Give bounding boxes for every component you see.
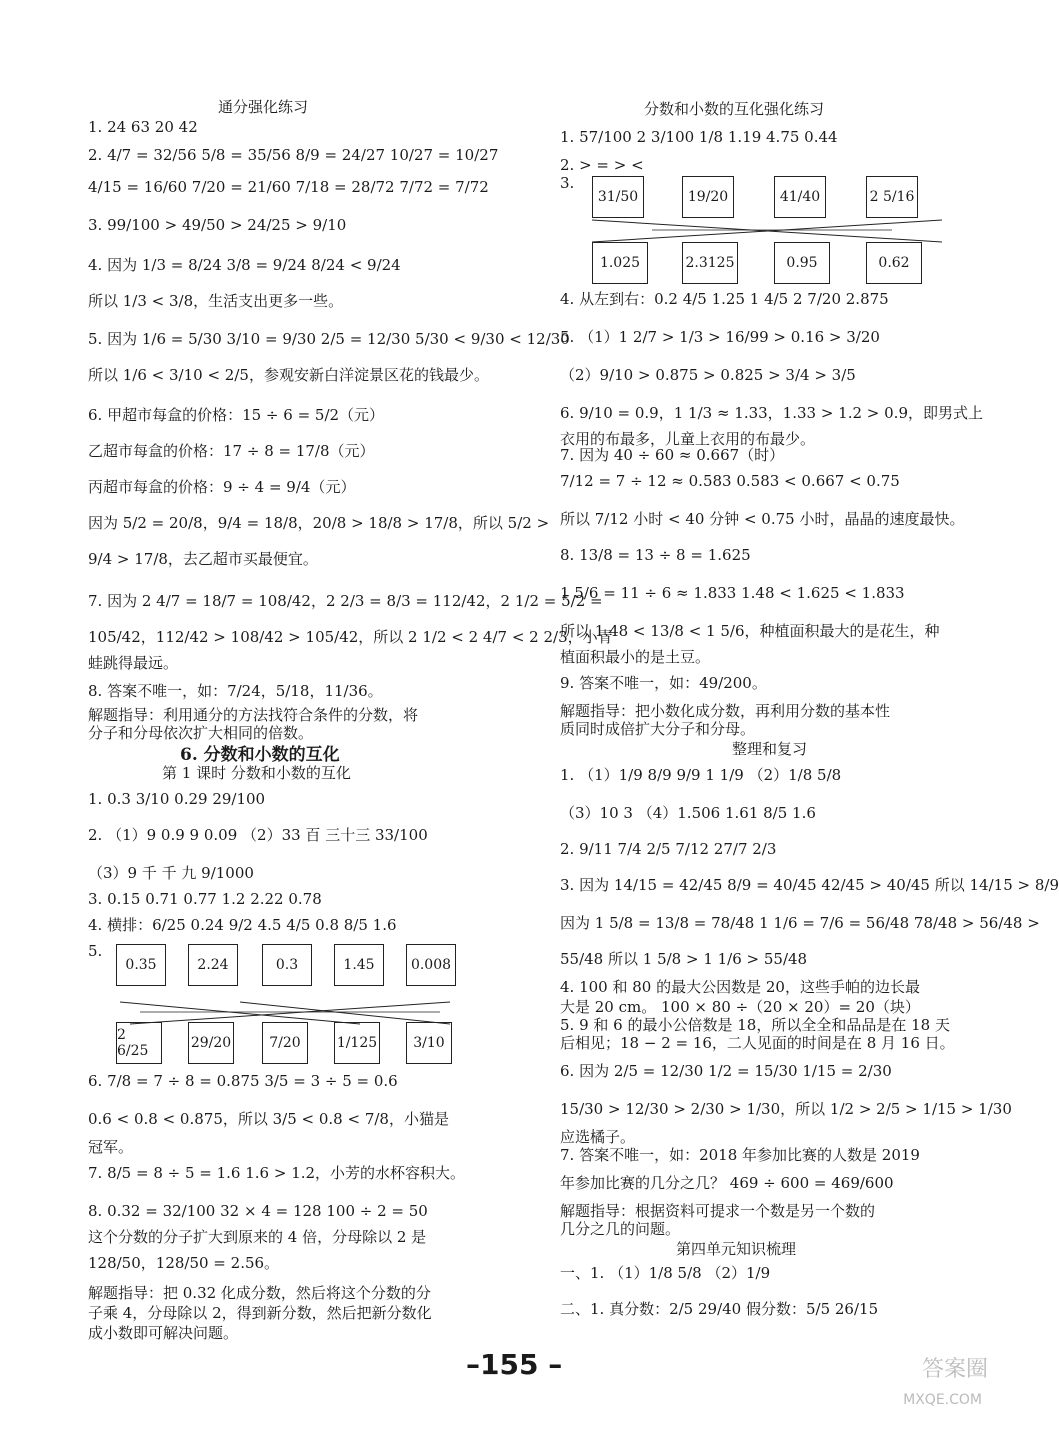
answer-line: 衣用的布最多，儿童上衣用的布最少。	[560, 430, 816, 448]
answer-line: 1 5/6 = 11 ÷ 6 ≈ 1.833 1.48 < 1.625 < 1.833	[560, 584, 905, 602]
answer-line: 质同时成倍扩大分子和分母。	[560, 720, 756, 738]
answer-line: 128/50，128/50 = 2.56。	[88, 1254, 280, 1272]
answer-line: 8. 答案不唯一，如：7/24，5/18，11/36。	[88, 682, 383, 700]
unit-title: 第四单元知识梳理	[676, 1240, 797, 1258]
answer-line: 8. 13/8 = 13 ÷ 8 = 1.625	[560, 546, 751, 564]
answer-line: 因为 5/2 = 20/8，9/4 = 18/8，20/8 > 18/8 > 17/8，所以 5/2 >	[88, 514, 550, 532]
answer-line: 5. 因为 1/6 = 5/30 3/10 = 9/30 2/5 = 12/30 5/30 < 9/30 < 12/30	[88, 330, 570, 348]
answer-box: 2.24	[188, 944, 238, 986]
answer-line: 1. 24 63 20 42	[88, 118, 198, 136]
answer-line: 几分之几的问题。	[560, 1220, 681, 1238]
answer-line: 解题指导：把 0.32 化成分数，然后将这个分数的分	[88, 1284, 431, 1302]
answer-line: 2. > = > <	[560, 156, 644, 174]
answer-box: 2 6/25	[116, 1022, 162, 1064]
answer-line: 1. 57/100 2 3/100 1/8 1.19 4.75 0.44	[560, 128, 838, 146]
answer-line: 应选橘子。	[560, 1128, 636, 1146]
answer-box: 0.62	[866, 242, 922, 284]
answer-line: 6. 9/10 = 0.9，1 1/3 ≈ 1.33，1.33 > 1.2 > 0.9，即男式上	[560, 404, 983, 422]
answer-line: 6. 因为 2/5 = 12/30 1/2 = 15/30 1/15 = 2/30	[560, 1062, 892, 1080]
answer-line: 7. 因为 40 ÷ 60 ≈ 0.667（时）	[560, 446, 785, 464]
chapter-title: 6. 分数和小数的互化	[180, 745, 340, 765]
answer-box: 1/125	[334, 1022, 380, 1064]
answer-line: 8. 0.32 = 32/100 32 × 4 = 128 100 ÷ 2 = 50	[88, 1202, 428, 1220]
answer-line: 4. 从左到右：0.2 4/5 1.25 1 4/5 2 7/20 2.875	[560, 290, 889, 308]
answer-line: 所以 1/6 < 3/10 < 2/5，参观安新白洋淀景区花的钱最少。	[88, 366, 489, 384]
answer-line: 分子和分母依次扩大相同的倍数。	[88, 724, 314, 742]
answer-line: 3. 99/100 > 49/50 > 24/25 > 9/10	[88, 216, 347, 234]
answer-line: 9/4 > 17/8，去乙超市买最便宜。	[88, 550, 318, 568]
answer-line: 0.6 < 0.8 < 0.875，所以 3/5 < 0.8 < 7/8，小猫是	[88, 1110, 449, 1128]
answer-line: 一、1. （1）1/8 5/8 （2）1/9	[560, 1264, 771, 1282]
answer-line: 4/15 = 16/60 7/20 = 21/60 7/18 = 28/72 7/72 = 7/72	[88, 178, 489, 196]
answer-line: 7. 答案不唯一，如：2018 年参加比赛的人数是 2019	[560, 1146, 920, 1164]
left-matching-lines	[120, 1000, 460, 1026]
answer-line: 4. 因为 1/3 = 8/24 3/8 = 9/24 8/24 < 9/24	[88, 256, 401, 274]
left-section-title: 通分强化练习	[218, 98, 309, 116]
answer-line: 1. 0.3 3/10 0.29 29/100	[88, 790, 266, 808]
answer-box: 1.025	[592, 242, 648, 284]
answer-line: 2. 4/7 = 32/56 5/8 = 35/56 8/9 = 24/27 10/27 = 10/27	[88, 146, 499, 164]
answer-box: 7/20	[262, 1022, 308, 1064]
answer-line: 这个分数的分子扩大到原来的 4 倍，分母除以 2 是	[88, 1228, 427, 1246]
answer-box: 29/20	[188, 1022, 234, 1064]
right-matching-lines	[592, 218, 942, 244]
answer-line: 因为 1 5/8 = 13/8 = 78/48 1 1/6 = 7/6 = 56/48 78/48 > 56/48 >	[560, 914, 1040, 932]
answer-line: 解题指导：利用通分的方法找符合条件的分数，将	[88, 706, 419, 724]
answer-line: 解题指导：根据资料可提求一个数是另一个数的	[560, 1202, 876, 1220]
page-number: –155 –	[466, 1348, 563, 1381]
answer-line: 后相见；18 − 2 = 16，二人见面的时间是在 8 月 16 日。	[560, 1034, 955, 1052]
watermark-logo: 答案圈	[921, 1357, 988, 1382]
answer-box: 0.3	[262, 944, 312, 986]
answer-line: 乙超市每盒的价格：17 ÷ 8 = 17/8（元）	[88, 442, 375, 460]
answer-line: 6. 7/8 = 7 ÷ 8 = 0.875 3/5 = 3 ÷ 5 = 0.6	[88, 1072, 398, 1090]
answer-line: 二、1. 真分数：2/5 29/40 假分数：5/5 26/15	[560, 1300, 879, 1318]
answer-line: 子乘 4，分母除以 2，得到新分数，然后把新分数化	[88, 1304, 432, 1322]
review-title: 整理和复习	[732, 740, 808, 758]
right-section-title: 分数和小数的互化强化练习	[644, 100, 825, 118]
answer-line: 所以 7/12 小时 < 40 分钟 < 0.75 小时，晶晶的速度最快。	[560, 510, 965, 528]
answer-line: 4. 100 和 80 的最大公因数是 20，这些手帕的边长最	[560, 978, 920, 996]
answer-box: 3/10	[406, 1022, 452, 1064]
answer-line: 1. （1）1/9 8/9 9/9 1 1/9 （2）1/8 5/8	[560, 766, 842, 784]
answer-line: 所以 1.48 < 13/8 < 1 5/6，种植面积最大的是花生，种	[560, 622, 940, 640]
answer-line: （2）9/10 > 0.875 > 0.825 > 3/4 > 3/5	[560, 366, 856, 384]
answer-line: 7. 8/5 = 8 ÷ 5 = 1.6 1.6 > 1.2，小芳的水杯容积大。	[88, 1164, 466, 1182]
answer-line: 丙超市每盒的价格：9 ÷ 4 = 9/4（元）	[88, 478, 356, 496]
answer-line: 9. 答案不唯一，如：49/200。	[560, 674, 767, 692]
answer-box: 0.008	[406, 944, 456, 986]
answer-line: 5. 9 和 6 的最小公倍数是 18，所以全全和品品是在 18 天	[560, 1016, 950, 1034]
answer-line: 2. 9/11 7/4 2/5 7/12 27/7 2/3	[560, 840, 777, 858]
answer-line: 7/12 = 7 ÷ 12 ≈ 0.583 0.583 < 0.667 < 0.75	[560, 472, 900, 490]
answer-line: 解题指导：把小数化成分数，再利用分数的基本性	[560, 702, 891, 720]
answer-box: 19/20	[682, 176, 734, 218]
answer-line: 2. （1）9 0.9 9 0.09 （2）33 百 三十三 33/100	[88, 826, 428, 844]
answer-line: 蛙跳得最远。	[88, 654, 179, 672]
answer-line: 3. 因为 14/15 = 42/45 8/9 = 40/45 42/45 > 40/45 所以 14/15 > 8/9	[560, 876, 1059, 894]
lesson-title: 第 1 课时 分数和小数的互化	[162, 764, 351, 782]
answer-box: 0.35	[116, 944, 166, 986]
answer-line: 成小数即可解决问题。	[88, 1324, 239, 1342]
answer-line: 105/42，112/42 > 108/42 > 105/42，所以 2 1/2 < 2 4/7 < 2 2/3，小青	[88, 628, 613, 646]
answer-line: （3）10 3 （4）1.506 1.61 8/5 1.6	[560, 804, 816, 822]
answer-box: 2.3125	[682, 242, 738, 284]
answer-line: 4. 横排：6/25 0.24 9/2 4.5 4/5 0.8 8/5 1.6	[88, 916, 397, 934]
answer-box: 1.45	[334, 944, 384, 986]
answer-line: 5.	[88, 942, 103, 960]
watermark-url: MXQE.COM	[903, 1392, 982, 1408]
answer-box: 41/40	[774, 176, 826, 218]
answer-line: 冠军。	[88, 1138, 134, 1156]
answer-line: 55/48 所以 1 5/8 > 1 1/6 > 55/48	[560, 950, 808, 968]
answer-line: 5. （1）1 2/7 > 1/3 > 16/99 > 0.16 > 3/20	[560, 328, 880, 346]
answer-line: 植面积最小的是土豆。	[560, 648, 711, 666]
answer-box: 0.95	[774, 242, 830, 284]
answer-line: 3. 0.15 0.71 0.77 1.2 2.22 0.78	[88, 890, 322, 908]
answer-line: 15/30 > 12/30 > 2/30 > 1/30，所以 1/2 > 2/5 > 1/15 > 1/30	[560, 1100, 1012, 1118]
answer-line: 年参加比赛的几分之几？ 469 ÷ 600 = 469/600	[560, 1174, 894, 1192]
answer-line: 6. 甲超市每盒的价格：15 ÷ 6 = 5/2（元）	[88, 406, 385, 424]
answer-line: 所以 1/3 < 3/8，生活支出更多一些。	[88, 292, 344, 310]
answer-line: 7. 因为 2 4/7 = 18/7 = 108/42，2 2/3 = 8/3 = 112/42，2 1/2 = 5/2 =	[88, 592, 603, 610]
answer-box: 2 5/16	[866, 176, 918, 218]
answer-line: （3）9 千 千 九 9/1000	[88, 864, 254, 882]
answer-line: 3.	[560, 174, 575, 192]
answer-box: 31/50	[592, 176, 644, 218]
answer-line: 大是 20 cm。 100 × 80 ÷（20 × 20）= 20（块）	[560, 998, 920, 1016]
